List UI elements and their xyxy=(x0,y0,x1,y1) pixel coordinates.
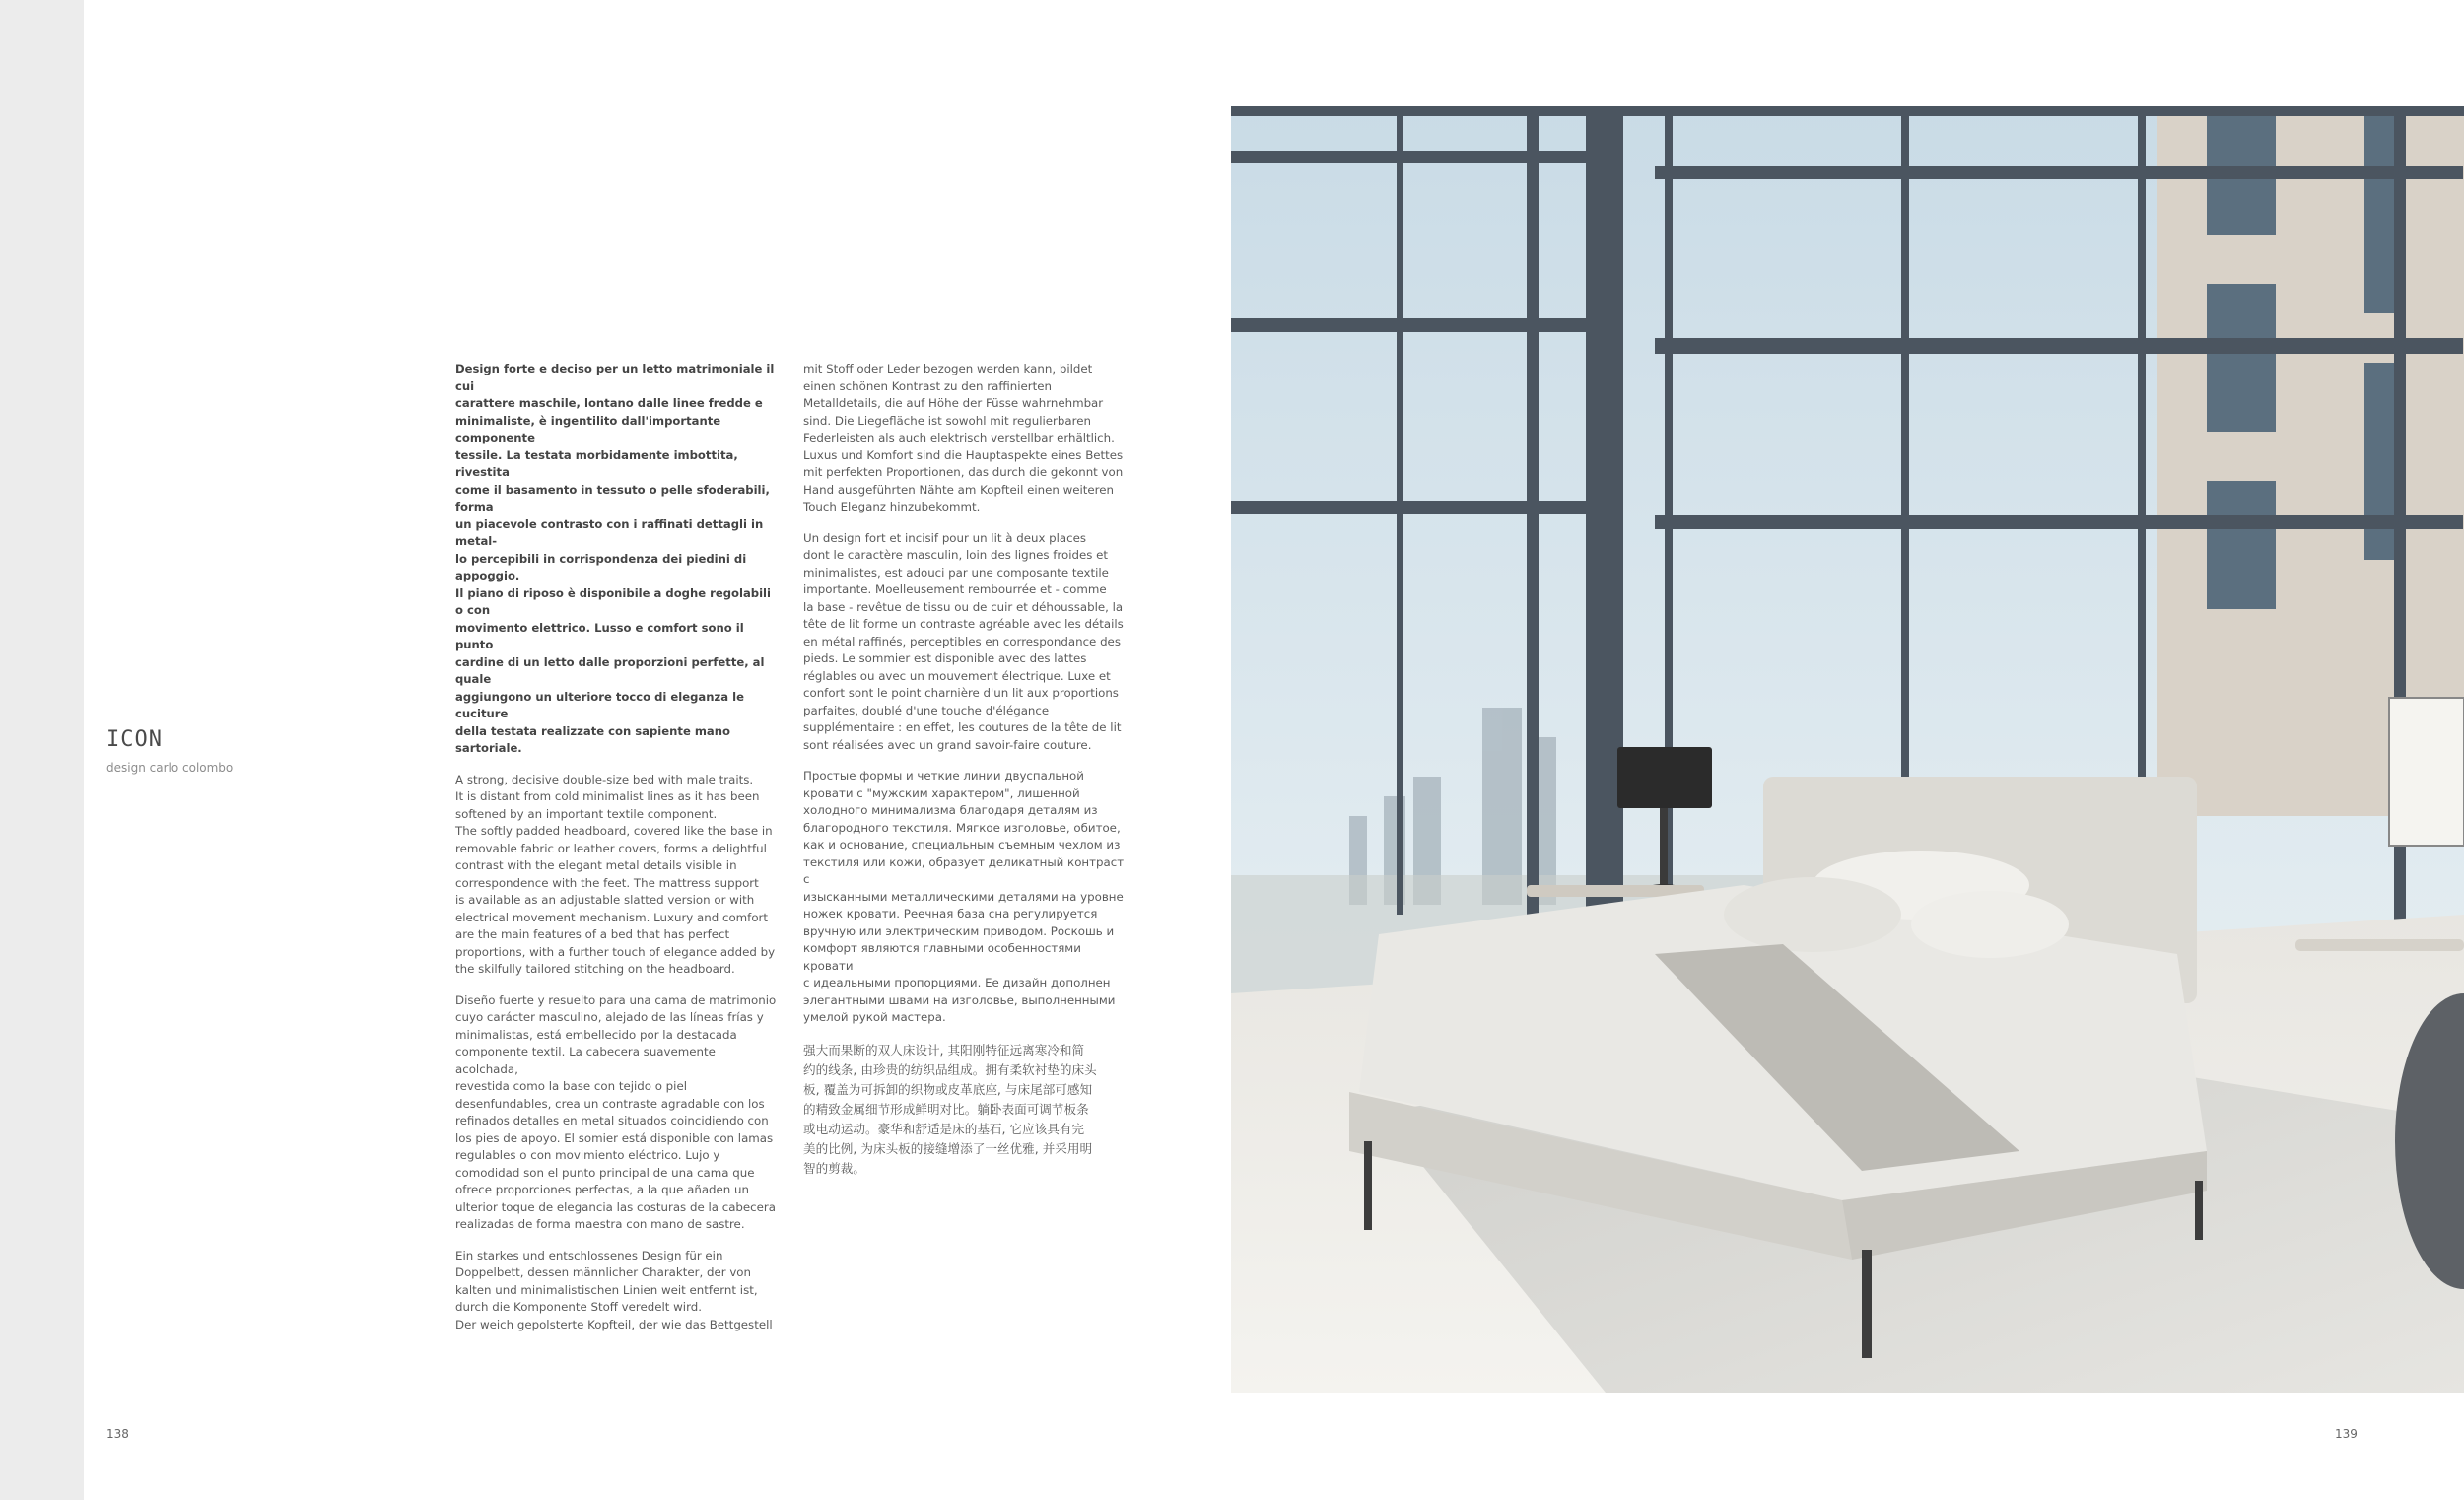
product-designer: design carlo colombo xyxy=(106,761,234,775)
paragraph-german-part1: Ein starkes und entschlossenes Design für ein Doppelbett, dessen männlicher Charakter, der von kalten und minimalistischen Linien weit entfernt ist, durch die Komponente Stoff veredelt wird. Der weich gepolsterte Kopfteil, der wie das Bettgestell xyxy=(455,1248,773,1331)
paragraph-chinese: 强大而果断的双人床设计, 其阳刚特征远离寒冷和简 约的线条, 由珍贵的纺织品组成。拥有柔软衬垫的床头 板, 覆盖为可拆卸的织物或皮革底座, 与床尾部可感知 的精致金属细节形成鲜明对比。躺卧表面可调节板条 或电动运动。豪华和舒适是床的基石, 它应该具有完 美的比例, 为床头板的接缝增添了一丝优雅, 并采用明 智的剪裁。 xyxy=(803,1042,1097,1176)
round-table xyxy=(2295,939,2464,951)
text-column-2 xyxy=(803,361,1129,1193)
paragraph-russian: Простые формы и четкие линии двуспальной кровати с "мужским характером", лишенной холодного минимализма благодаря деталям из благородного текстиля. Мягкое изголовье, обитое, как и основание, специальным съемным чехлом из текстиля или кожи, образует деликатный контраст с изысканными металлическими деталями на уровне ножек кровати. Реечная база сна регулируется вручную или электрическим приводом. Роскошь и комфорт являются главными особенностями кровати с идеальными пропорциями. Ее дизайн дополнен элегантными швами на изголовье, выполненными умелой рукой мастера. xyxy=(803,769,1125,1024)
text-column-1 xyxy=(455,361,781,1347)
floor-lamp xyxy=(2389,698,2464,846)
page-number-left: 138 xyxy=(106,1427,129,1441)
page-binding-strip xyxy=(0,0,84,1500)
product-photo xyxy=(1231,106,2464,1393)
product-title: ICON xyxy=(106,727,163,752)
paragraph-spanish: Diseño fuerte y resuelto para una cama de matrimonio cuyo carácter masculino, alejado de las líneas frías y minimalistas, está embellecido por la destacada componente textil. La cabecera suavemente acolchada, revestida como la base con tejido o piel desenfundables, crea un contraste agradable con los refinados detalles en metal situados coincidiendo con los pies de apoyo. El somier está disponible con lamas regulables o con movimiento eléctrico. Lujo y comodidad son el punto principal de una cama que ofrece proporciones perfectas, a la que añaden un ulterior toque de elegancia las costuras de la cabecera realizadas de forma maestra con mano de sastre. xyxy=(455,992,777,1231)
paragraph-english: A strong, decisive double-size bed with male traits. It is distant from cold minimalist lines as it has been softened by an important textile component. The softly padded headboard, covered like the base in removable fabric or leather covers, forms a delightful contrast with the elegant metal details visible in correspondence with the feet. The mattress support is available as an adjustable slatted version or with electrical movement mechanism. Luxury and comfort are the main features of a bed that has perfect proportions, with a further touch of elegance added by the skilfully tailored stitching on the headboard. xyxy=(455,772,776,976)
paragraph-german-part2: mit Stoff oder Leder bezogen werden kann, bildet einen schönen Kontrast zu den raffinierten Metalldetails, die auf Höhe der Füsse wahrnehmbar sind. Die Liegefläche ist sowohl mit regulierbaren Federleisten als auch elektrisch verstellbar erhältlich. Luxus und Komfort sind die Hauptaspekte eines Bettes mit perfekten Proportionen, das durch die gekonnt von Hand ausgeführten Nähte am Kopfteil einen weiteren Touch Eleganz hinzubekommt. xyxy=(803,362,1124,513)
paragraph-french: Un design fort et incisif pour un lit à deux places dont le caractère masculin, loin des lignes froides et minimalistes, est adouci par une composante textile importante. Moelleusement rembourrée et - comme la base - revêtue de tissu ou de cuir et déhoussable, la tête de lit forme un contraste agréable avec les détails en métal raffinés, perceptibles en correspondance des pieds. Le sommier est disponible avec des lattes réglables ou avec un mouvement électrique. Luxe et confort sont le point charnière d'un lit aux proportions parfaites, doublé d'une touche d'élégance supplémentaire : en effet, les coutures de la tête de lit sont réalisées avec un grand savoir-faire couture. xyxy=(803,530,1124,752)
paragraph-italian: Design forte e deciso per un letto matrimoniale il cui carattere maschile, lontano dalle linee fredde e minimaliste, è ingentilito dall'importante componente tessile. La testata morbidamente imbottita, rivestita come il basamento in tessuto o pelle sfoderabili, forma un piacevole contrasto con i raffinati dettagli in metal- lo percepibili in corrispondenza dei piedini di appoggio. Il piano di riposo è disponibile a doghe regolabili o con movimento elettrico. Lusso e comfort sono il punto cardine di un letto dalle proporzioni perfette, al quale aggiungono un ulteriore tocco di eleganza le cuciture della testata realizzate con sapiente mano sartoriale. xyxy=(455,362,775,755)
page-number-right: 139 xyxy=(2335,1427,2358,1441)
